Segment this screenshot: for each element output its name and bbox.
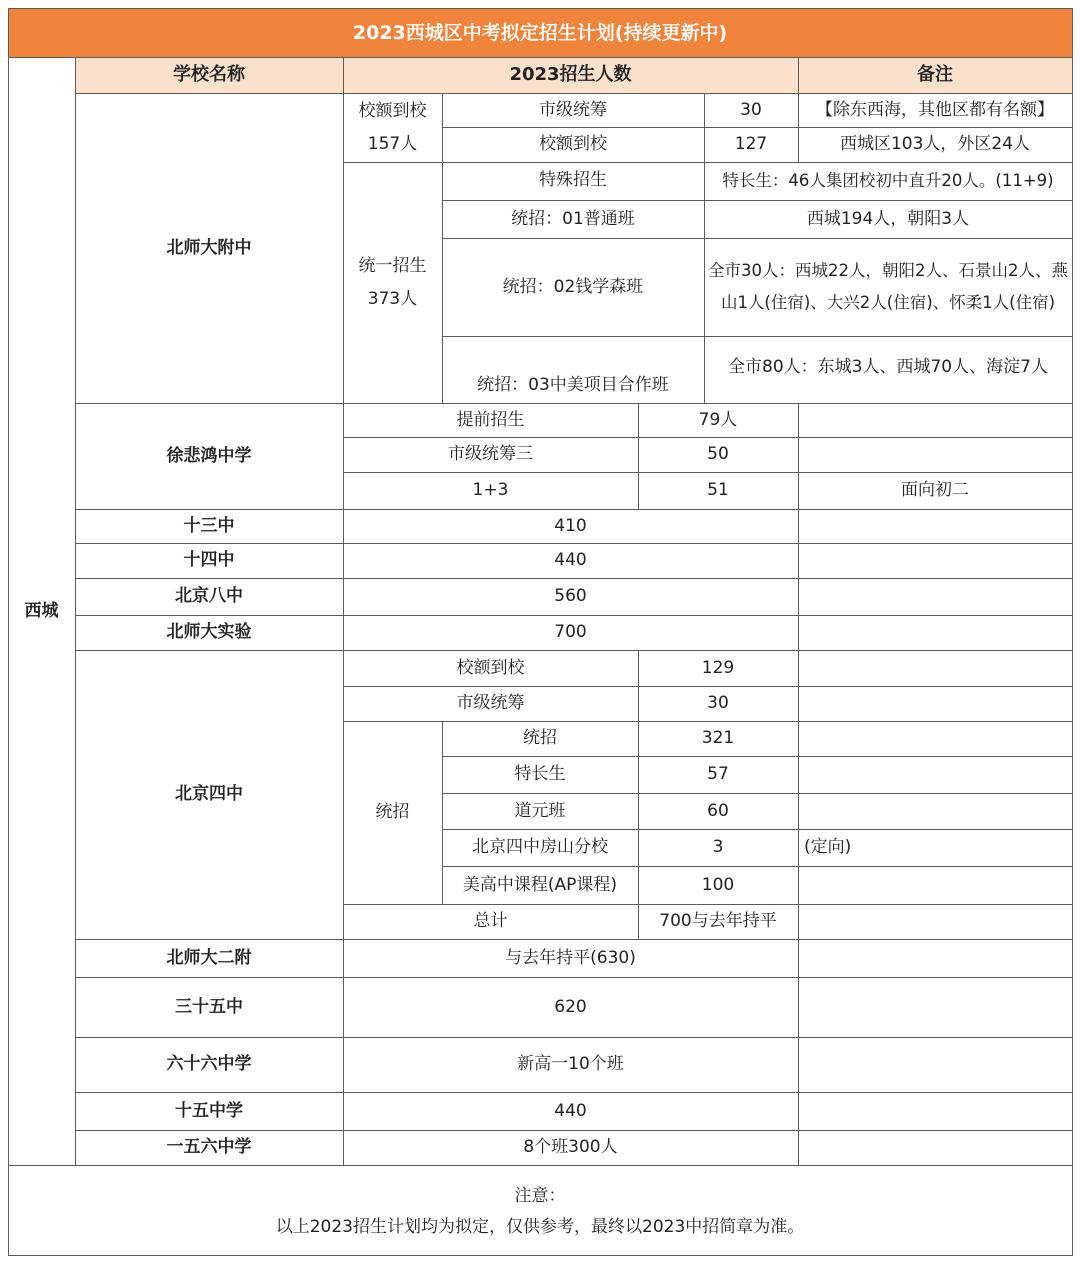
table-cell: 统招：01普通班 — [511, 208, 635, 229]
school-name: 北师大附中 — [166, 237, 252, 258]
table-cell: 100 — [701, 874, 735, 895]
table-cell: 特长生 — [514, 764, 566, 785]
table-cell: 440 — [554, 550, 587, 571]
remark-cell: 全市80人：东城3人、西城70人、海淀7人 — [728, 357, 1048, 378]
school-name: 徐悲鸿中学 — [166, 445, 252, 466]
unified-group — [343, 162, 442, 403]
table-cell: 市级统筹 — [456, 693, 525, 714]
remark-cell — [798, 437, 1072, 472]
remark-cell: 西城194人，朝阳3人 — [806, 208, 970, 229]
table-cell: 440 — [554, 1100, 587, 1121]
table-cell: 51 — [707, 480, 729, 501]
table-cell: 统招：03中美项目合作班 — [477, 374, 669, 395]
remark-cell: 全市30人：西城22人，朝阳2人、石景山2人、燕山1人(住宿)、大兴2人(住宿)、怀柔1人(住宿) — [708, 261, 1068, 312]
quota-group-total: 157人 — [367, 133, 418, 154]
header-remark: 备注 — [798, 57, 1072, 93]
remark-cell — [798, 403, 1072, 437]
header-school: 学校名称 — [75, 57, 343, 93]
school-name: 三十五中 — [175, 996, 243, 1017]
notes-label: 注意： — [514, 1185, 566, 1206]
notes-section — [8, 1165, 1072, 1255]
table-cell: 与去年持平(630) — [505, 947, 636, 968]
notes-text: 以上2023招生计划均为拟定，仅供参考，最终以2023中招简章为准。 — [275, 1217, 805, 1237]
unified-group-label: 统招 — [375, 802, 410, 823]
table-cell: 市级统筹 — [539, 99, 607, 120]
table-cell: 700 — [554, 622, 587, 643]
total-value: 700与去年持平 — [659, 911, 777, 932]
table-cell: 8个班300人 — [523, 1137, 618, 1158]
table-cell: 新高一10个班 — [517, 1054, 624, 1075]
table-cell: 特殊招生 — [539, 170, 607, 190]
remark-cell: 面向初二 — [901, 480, 969, 501]
unified-group-label: 统一招生 — [358, 256, 427, 277]
remark-cell: 西城区103人，外区24人 — [839, 134, 1031, 155]
table-cell: 30 — [707, 693, 729, 714]
school-name: 十五中学 — [175, 1100, 243, 1121]
table-cell: 129 — [701, 657, 735, 678]
table-title: 2023西城区中考拟定招生计划(持续更新中) — [8, 9, 1072, 57]
school-name: 十四中 — [183, 550, 235, 571]
school-name: 北师大二附 — [166, 947, 252, 968]
district-cell: 西城 — [24, 600, 59, 621]
quota-group — [343, 93, 442, 162]
header-count: 2023招生人数 — [343, 57, 798, 93]
school-name: 十三中 — [183, 515, 235, 536]
table-cell: 统招：02钱学森班 — [502, 276, 644, 297]
table-cell: 1+3 — [472, 480, 509, 501]
table-cell: 校额到校 — [456, 657, 525, 678]
total-label: 总计 — [473, 911, 508, 932]
table-cell: 60 — [707, 800, 729, 821]
table-cell: 57 — [707, 764, 729, 785]
remark-cell: 特长生：46人集团校初中直升20人。(11+9) — [722, 171, 1054, 191]
quota-group-label: 校额到校 — [358, 101, 427, 122]
table-cell: 校额到校 — [539, 134, 607, 155]
school-name: 北京八中 — [175, 586, 243, 607]
table-cell: 统招 — [523, 728, 557, 749]
school-name: 六十六中学 — [166, 1054, 252, 1075]
school-name: 北京四中 — [175, 784, 243, 805]
table-cell: 北京四中房山分校 — [472, 837, 608, 858]
table-cell: 321 — [701, 728, 735, 749]
table-cell: 560 — [554, 586, 587, 607]
table-cell: 提前招生 — [456, 409, 525, 430]
table-cell: 79人 — [698, 409, 738, 430]
table-cell: 30 — [740, 99, 762, 120]
table-cell: 410 — [554, 515, 587, 536]
unified-group-total: 373人 — [367, 288, 418, 309]
remark-cell: (定向) — [804, 837, 852, 858]
table-cell: 道元班 — [514, 800, 566, 821]
school-name: 一五六中学 — [166, 1137, 252, 1158]
table-cell: 127 — [734, 134, 768, 155]
table-cell: 50 — [707, 444, 729, 465]
table-cell: 美高中课程(AP课程) — [462, 874, 618, 895]
remark-cell: 【除东西海，其他区都有名额】 — [816, 99, 1054, 120]
table-cell: 市级统筹三 — [448, 444, 533, 465]
table-cell: 3 — [712, 837, 724, 858]
table-cell: 620 — [554, 996, 587, 1017]
school-name: 北师大实验 — [166, 622, 252, 643]
